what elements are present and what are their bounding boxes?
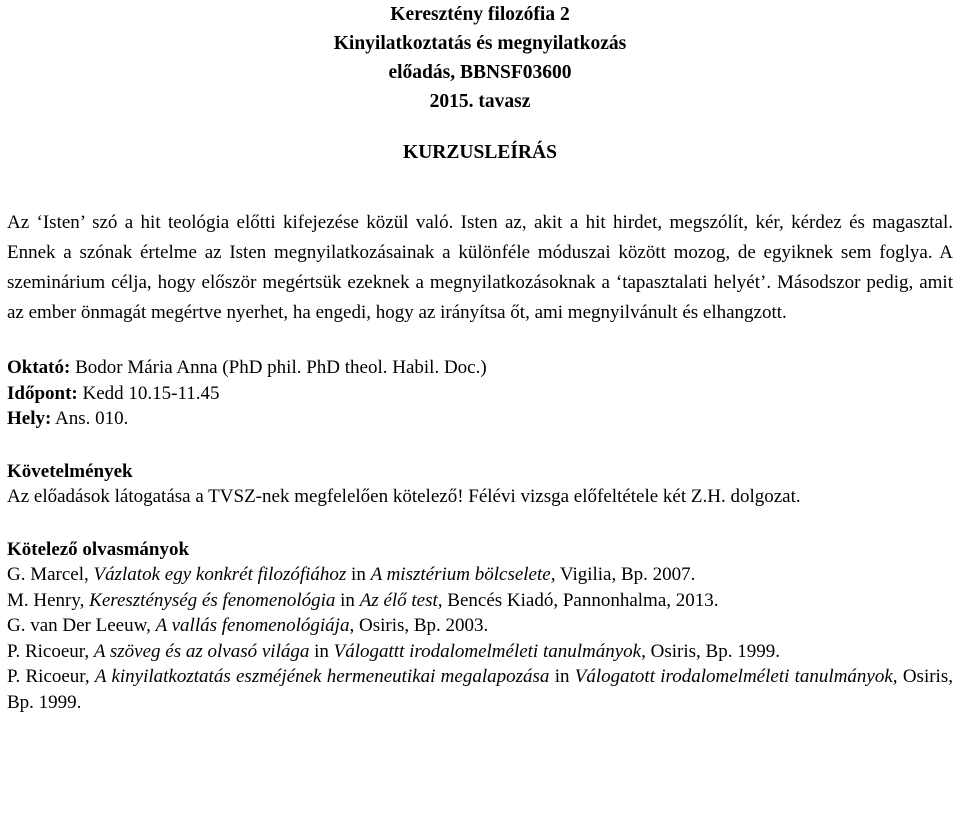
reading-item [7, 588, 953, 614]
course-term: 2015. tavasz [429, 91, 531, 112]
requirements-title: Követelmények [7, 460, 133, 482]
document-title: KURZUSLEÍRÁS [403, 142, 557, 163]
requirements-text: Az előadások látogatása a TVSZ-nek megfelelően kötelező! Félévi vizsga előfeltétele két Z.H. dolgozat. [7, 486, 801, 507]
place-line [7, 406, 953, 432]
reading-connector: in [346, 564, 371, 585]
course-name: Keresztény filozófia 2 [390, 4, 570, 25]
reading-publisher: , Osiris, Bp. 2003. [349, 615, 489, 636]
document-page [7, 0, 953, 715]
reading-author: G. van Der Leeuw, [7, 615, 156, 636]
reading-work: A vallás fenomenológiája [155, 615, 350, 636]
course-info [7, 355, 953, 432]
reading-book: Válogattt irodalomelméleti tanulmányok, [333, 640, 646, 662]
intro-paragraph: Az ‘Isten’ szó a hit teológia előtti kifejezése közül való. Isten az, akit a hit hirdet, megszólít, kér, kérdez és magasztal. Ennek a szónak értelme az Isten megnyilatkozásainak a különféle móduszai között mozog, de egyiknek sem foglya. A szeminárium célja, hogy először megértsük ezeknek a megnyilatkozásoknak a ‘tapasztalati helyét’. Másodszor pedig, amit az ember önmagát megértve nyerhet, ha engedi, hogy az irányítsa őt, ami megnyilvánult és elhangzott. [7, 212, 953, 323]
time-value: Kedd 10.15-11.45 [77, 382, 220, 404]
reading-work: A szöveg és az olvasó világa [93, 640, 310, 662]
reading-book: Az élő test, [359, 589, 443, 611]
reading-work: Vázlatok egy konkrét filozófiához [93, 564, 347, 585]
reading-author: P. Ricoeur, [7, 666, 95, 687]
instructor-line [7, 355, 953, 381]
reading-connector: in [549, 666, 575, 687]
course-header [7, 0, 953, 116]
reading-publisher: Bencés Kiadó, Pannonhalma, 2013. [442, 589, 719, 611]
reading-item [7, 639, 953, 665]
place-label: Hely: [7, 408, 52, 429]
instructor-label: Oktató: [7, 357, 71, 378]
reading-connector: in [309, 640, 334, 662]
readings-title: Kötelező olvasmányok [7, 538, 190, 560]
reading-publisher: Osiris, Bp. 1999. [7, 666, 953, 713]
readings-section [7, 537, 953, 716]
course-subtitle: Kinyilatkoztatás és megnyilatkozás [333, 33, 627, 54]
reading-item [7, 613, 953, 639]
place-value: Ans. 010. [51, 408, 129, 429]
reading-author: M. Henry, [7, 589, 90, 611]
reading-publisher: Vigilia, Bp. 2007. [555, 564, 696, 585]
reading-connector: in [335, 589, 360, 611]
reading-item [7, 562, 953, 588]
time-label: Időpont: [7, 382, 78, 404]
course-code: előadás, BBNSF03600 [388, 62, 572, 83]
requirements-section [7, 459, 953, 510]
reading-book: Válogatott irodalomelméleti tanulmányok, [574, 666, 898, 687]
instructor-value: Bodor Mária Anna (PhD phil. PhD theol. Habil. Doc.) [70, 357, 487, 378]
reading-author: G. Marcel, [7, 564, 94, 585]
reading-item [7, 664, 953, 715]
time-line [7, 381, 953, 407]
reading-work: A kinyilatkoztatás eszméjének hermeneutikai megalapozása [94, 666, 550, 687]
reading-publisher: Osiris, Bp. 1999. [645, 640, 780, 662]
reading-work: Kereszténység és fenomenológia [89, 589, 336, 611]
reading-book: A misztérium bölcselete, [370, 564, 556, 585]
reading-author: P. Ricoeur, [7, 640, 94, 662]
